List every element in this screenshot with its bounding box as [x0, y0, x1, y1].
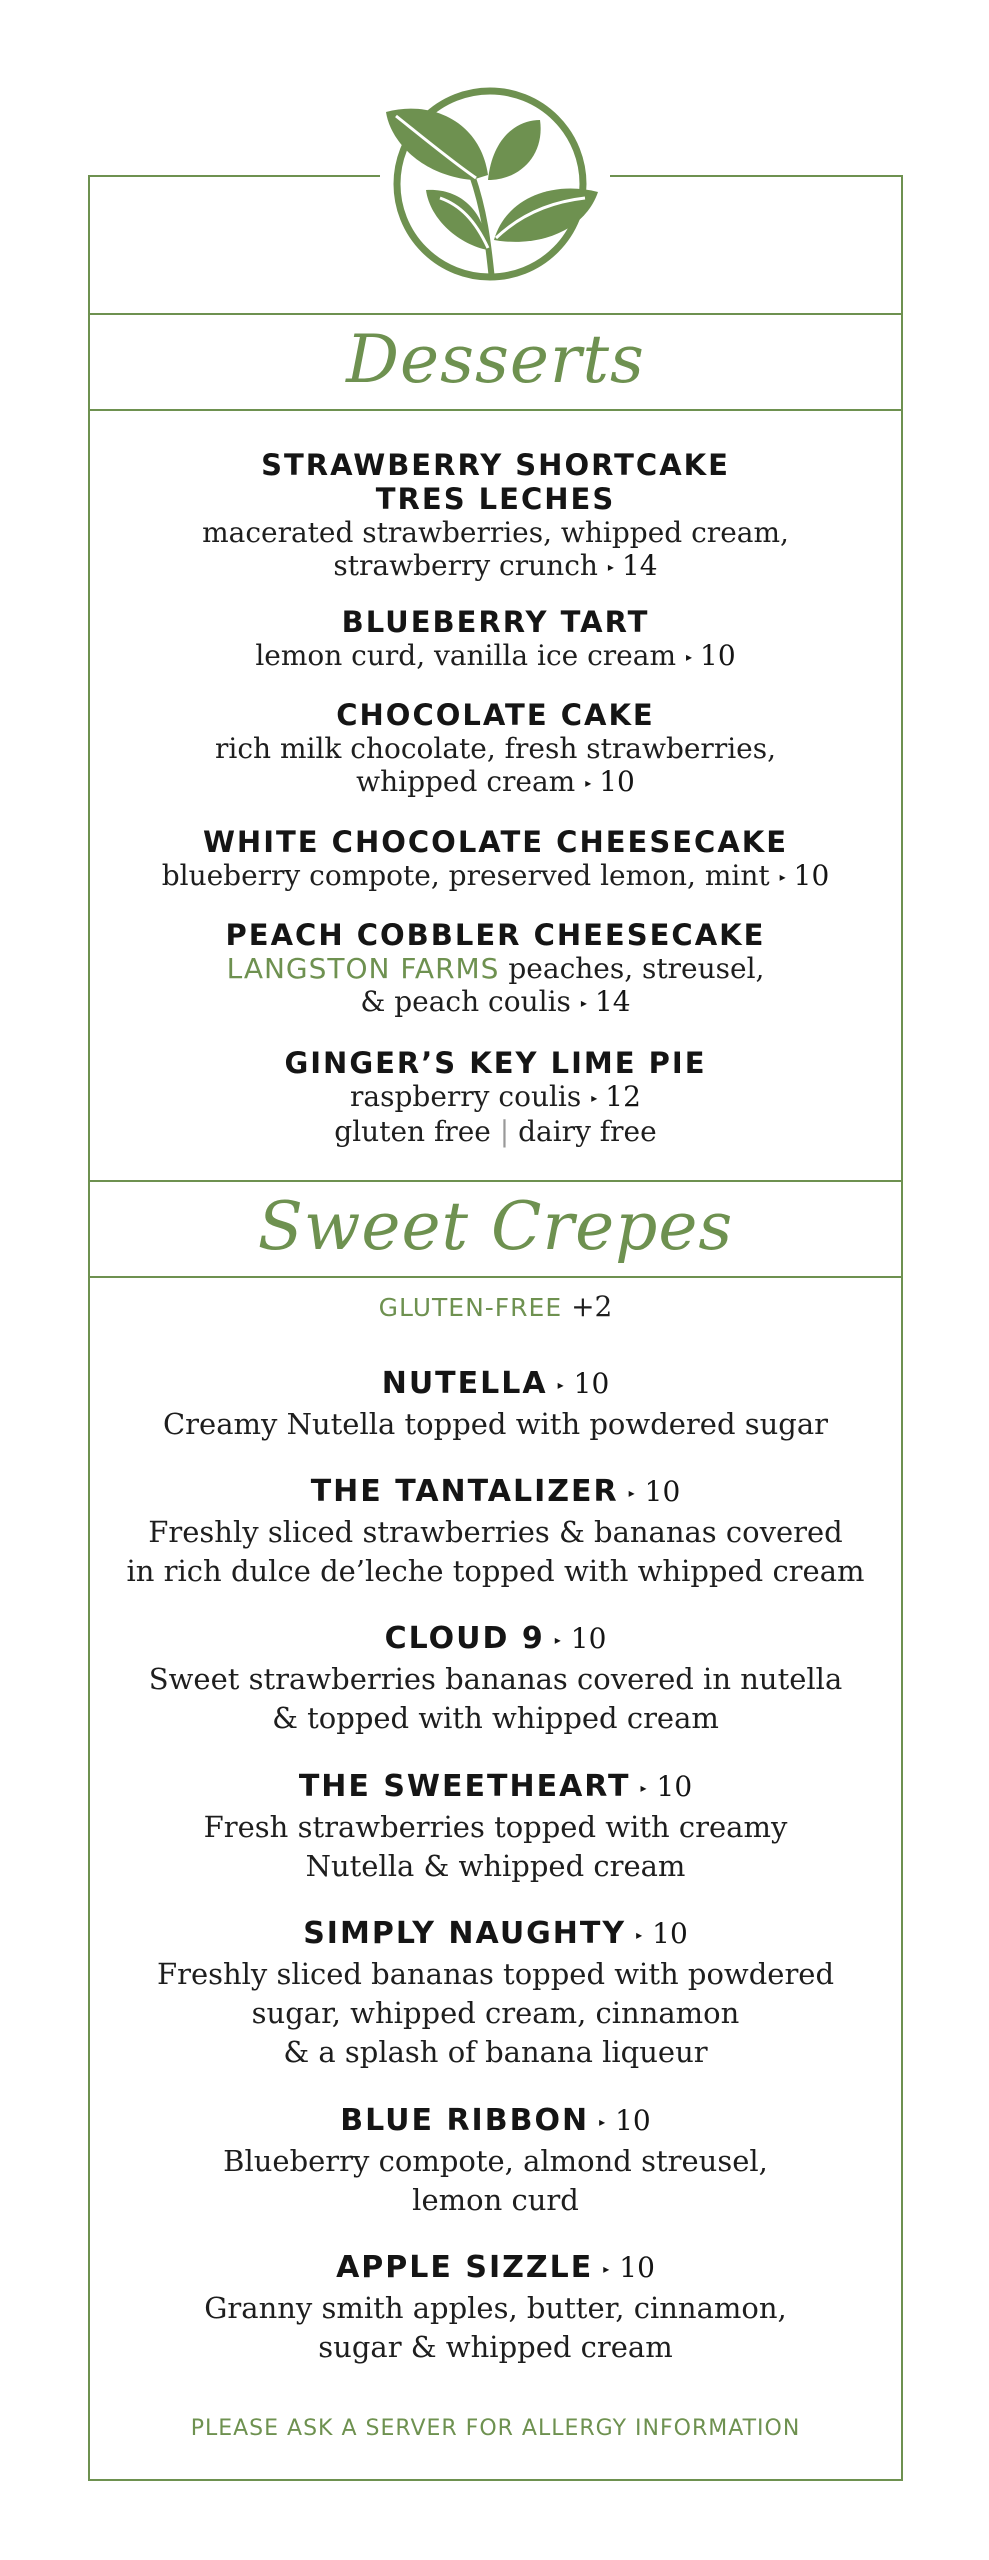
arrow-icon: ▸ [686, 650, 693, 664]
dessert-name: BLUEBERRY TART [341, 605, 650, 639]
dessert-desc: raspberry coulis [350, 1080, 582, 1113]
arrow-icon: ▸ [557, 1377, 566, 1392]
crepe-desc: in rich dulce de’leche topped with whipped cream [126, 1553, 865, 1588]
crepes-heading: Sweet Crepes [257, 1188, 734, 1265]
crepe-desc: Granny smith apples, butter, cinnamon, [204, 2290, 787, 2325]
crepe-item [110, 2101, 881, 2220]
price: 10 [700, 639, 736, 672]
crepe-name: BLUE RIBBON [340, 2103, 590, 2138]
crepe-item [110, 1914, 881, 2072]
arrow-icon: ▸ [599, 2114, 608, 2129]
crepe-desc: sugar, whipped cream, cinnamon [251, 1995, 740, 2030]
dessert-desc: lemon curd, vanilla ice cream [255, 639, 676, 672]
arrow-icon: ▸ [591, 1091, 598, 1105]
crepe-desc: Nutella & whipped cream [305, 1848, 686, 1883]
crepe-desc: & a splash of banana liqueur [283, 2034, 708, 2069]
price: 10 [793, 859, 830, 892]
crepe-desc: Freshly sliced strawberries & bananas covered [148, 1514, 843, 1549]
arrow-icon: ▸ [640, 1780, 649, 1795]
dessert-name: CHOCOLATE CAKE [336, 698, 655, 732]
crepe-desc: sugar & whipped cream [318, 2329, 673, 2364]
crepe-item [110, 1767, 881, 1886]
desserts-heading: Desserts [346, 321, 645, 398]
dessert-desc: strawberry crunch [333, 549, 598, 582]
dessert-name: GINGER’S KEY LIME PIE [284, 1046, 707, 1080]
arrow-icon: ▸ [554, 1632, 563, 1647]
arrow-icon: ▸ [585, 776, 592, 790]
arrow-icon: ▸ [580, 996, 587, 1010]
dessert-name: TRES LECHES [375, 482, 616, 516]
crepe-desc: Fresh strawberries topped with creamy [203, 1809, 788, 1844]
arrow-icon: ▸ [603, 2261, 612, 2276]
crepe-name: THE TANTALIZER [310, 1474, 619, 1509]
price: 12 [605, 1080, 641, 1113]
leaf-sprout-icon [380, 80, 610, 290]
crepe-item [110, 1619, 881, 1738]
dessert-desc: macerated strawberries, whipped cream, [202, 516, 789, 549]
crepe-desc: Blueberry compote, almond streusel, [223, 2143, 768, 2178]
crepes-heading-band [88, 1180, 903, 1278]
dessert-item [110, 918, 881, 1020]
dessert-item: GINGER’S KEY LIME PIE raspberry coulis ▸ 12 gluten free | dairy free [110, 1046, 881, 1148]
dessert-item [110, 825, 881, 894]
crepe-desc: & topped with whipped cream [272, 1700, 719, 1735]
gluten-free-price: +2 [571, 1290, 613, 1323]
price: 10 [615, 2104, 651, 2137]
diet-tag: dairy free [518, 1115, 657, 1148]
price: 10 [599, 765, 635, 798]
dessert-item [110, 605, 881, 674]
dessert-name: WHITE CHOCOLATE CHEESECAKE [202, 825, 789, 859]
crepe-item [110, 2248, 881, 2367]
crepe-name: THE SWEETHEART [298, 1769, 631, 1804]
dessert-desc: & peach coulis [360, 985, 571, 1018]
price: 10 [644, 1475, 681, 1508]
dessert-desc: blueberry compote, preserved lemon, mint [161, 859, 770, 892]
price: 14 [621, 549, 658, 582]
dessert-item [110, 448, 881, 584]
farm-name: LANGSTON FARMS [226, 952, 500, 985]
price: 10 [573, 1367, 610, 1400]
diet-tag: gluten free [334, 1115, 491, 1148]
crepe-name: SIMPLY NAUGHTY [303, 1916, 627, 1951]
price: 10 [619, 2251, 655, 2284]
dessert-desc: rich milk chocolate, fresh strawberries, [214, 732, 776, 765]
dessert-desc: whipped cream [356, 765, 576, 798]
crepe-desc: Sweet strawberries bananas covered in nutella [148, 1661, 843, 1696]
crepe-desc: Freshly sliced bananas topped with powdered [156, 1956, 835, 1991]
dessert-name: STRAWBERRY SHORTCAKE [261, 448, 730, 482]
crepe-desc: Creamy Nutella topped with powdered sugar [162, 1406, 829, 1441]
crepe-item [110, 1472, 881, 1591]
arrow-icon: ▸ [636, 1927, 645, 1942]
arrow-icon: ▸ [607, 560, 614, 574]
allergy-notice: PLEASE ASK A SERVER FOR ALLERGY INFORMATION [190, 2416, 801, 2441]
price: 10 [570, 1622, 607, 1655]
dessert-item [110, 698, 881, 800]
crepe-desc: lemon curd [412, 2182, 579, 2217]
gluten-free-note [110, 1290, 881, 1324]
crepe-name: APPLE SIZZLE [336, 2250, 594, 2285]
gluten-free-label: GLUTEN-FREE [378, 1293, 563, 1322]
price: 10 [652, 1917, 688, 1950]
crepe-name: NUTELLA [381, 1366, 548, 1401]
crepe-name: CLOUD 9 [384, 1621, 545, 1656]
arrow-icon: ▸ [779, 870, 786, 884]
dessert-name: PEACH COBBLER CHEESECAKE [225, 918, 766, 952]
price: 14 [594, 985, 631, 1018]
dessert-desc: peaches, streusel, [508, 952, 765, 985]
arrow-icon: ▸ [628, 1485, 637, 1500]
crepe-item [110, 1364, 881, 1444]
price: 10 [656, 1770, 693, 1803]
desserts-heading-band [88, 313, 903, 411]
logo [380, 80, 610, 290]
